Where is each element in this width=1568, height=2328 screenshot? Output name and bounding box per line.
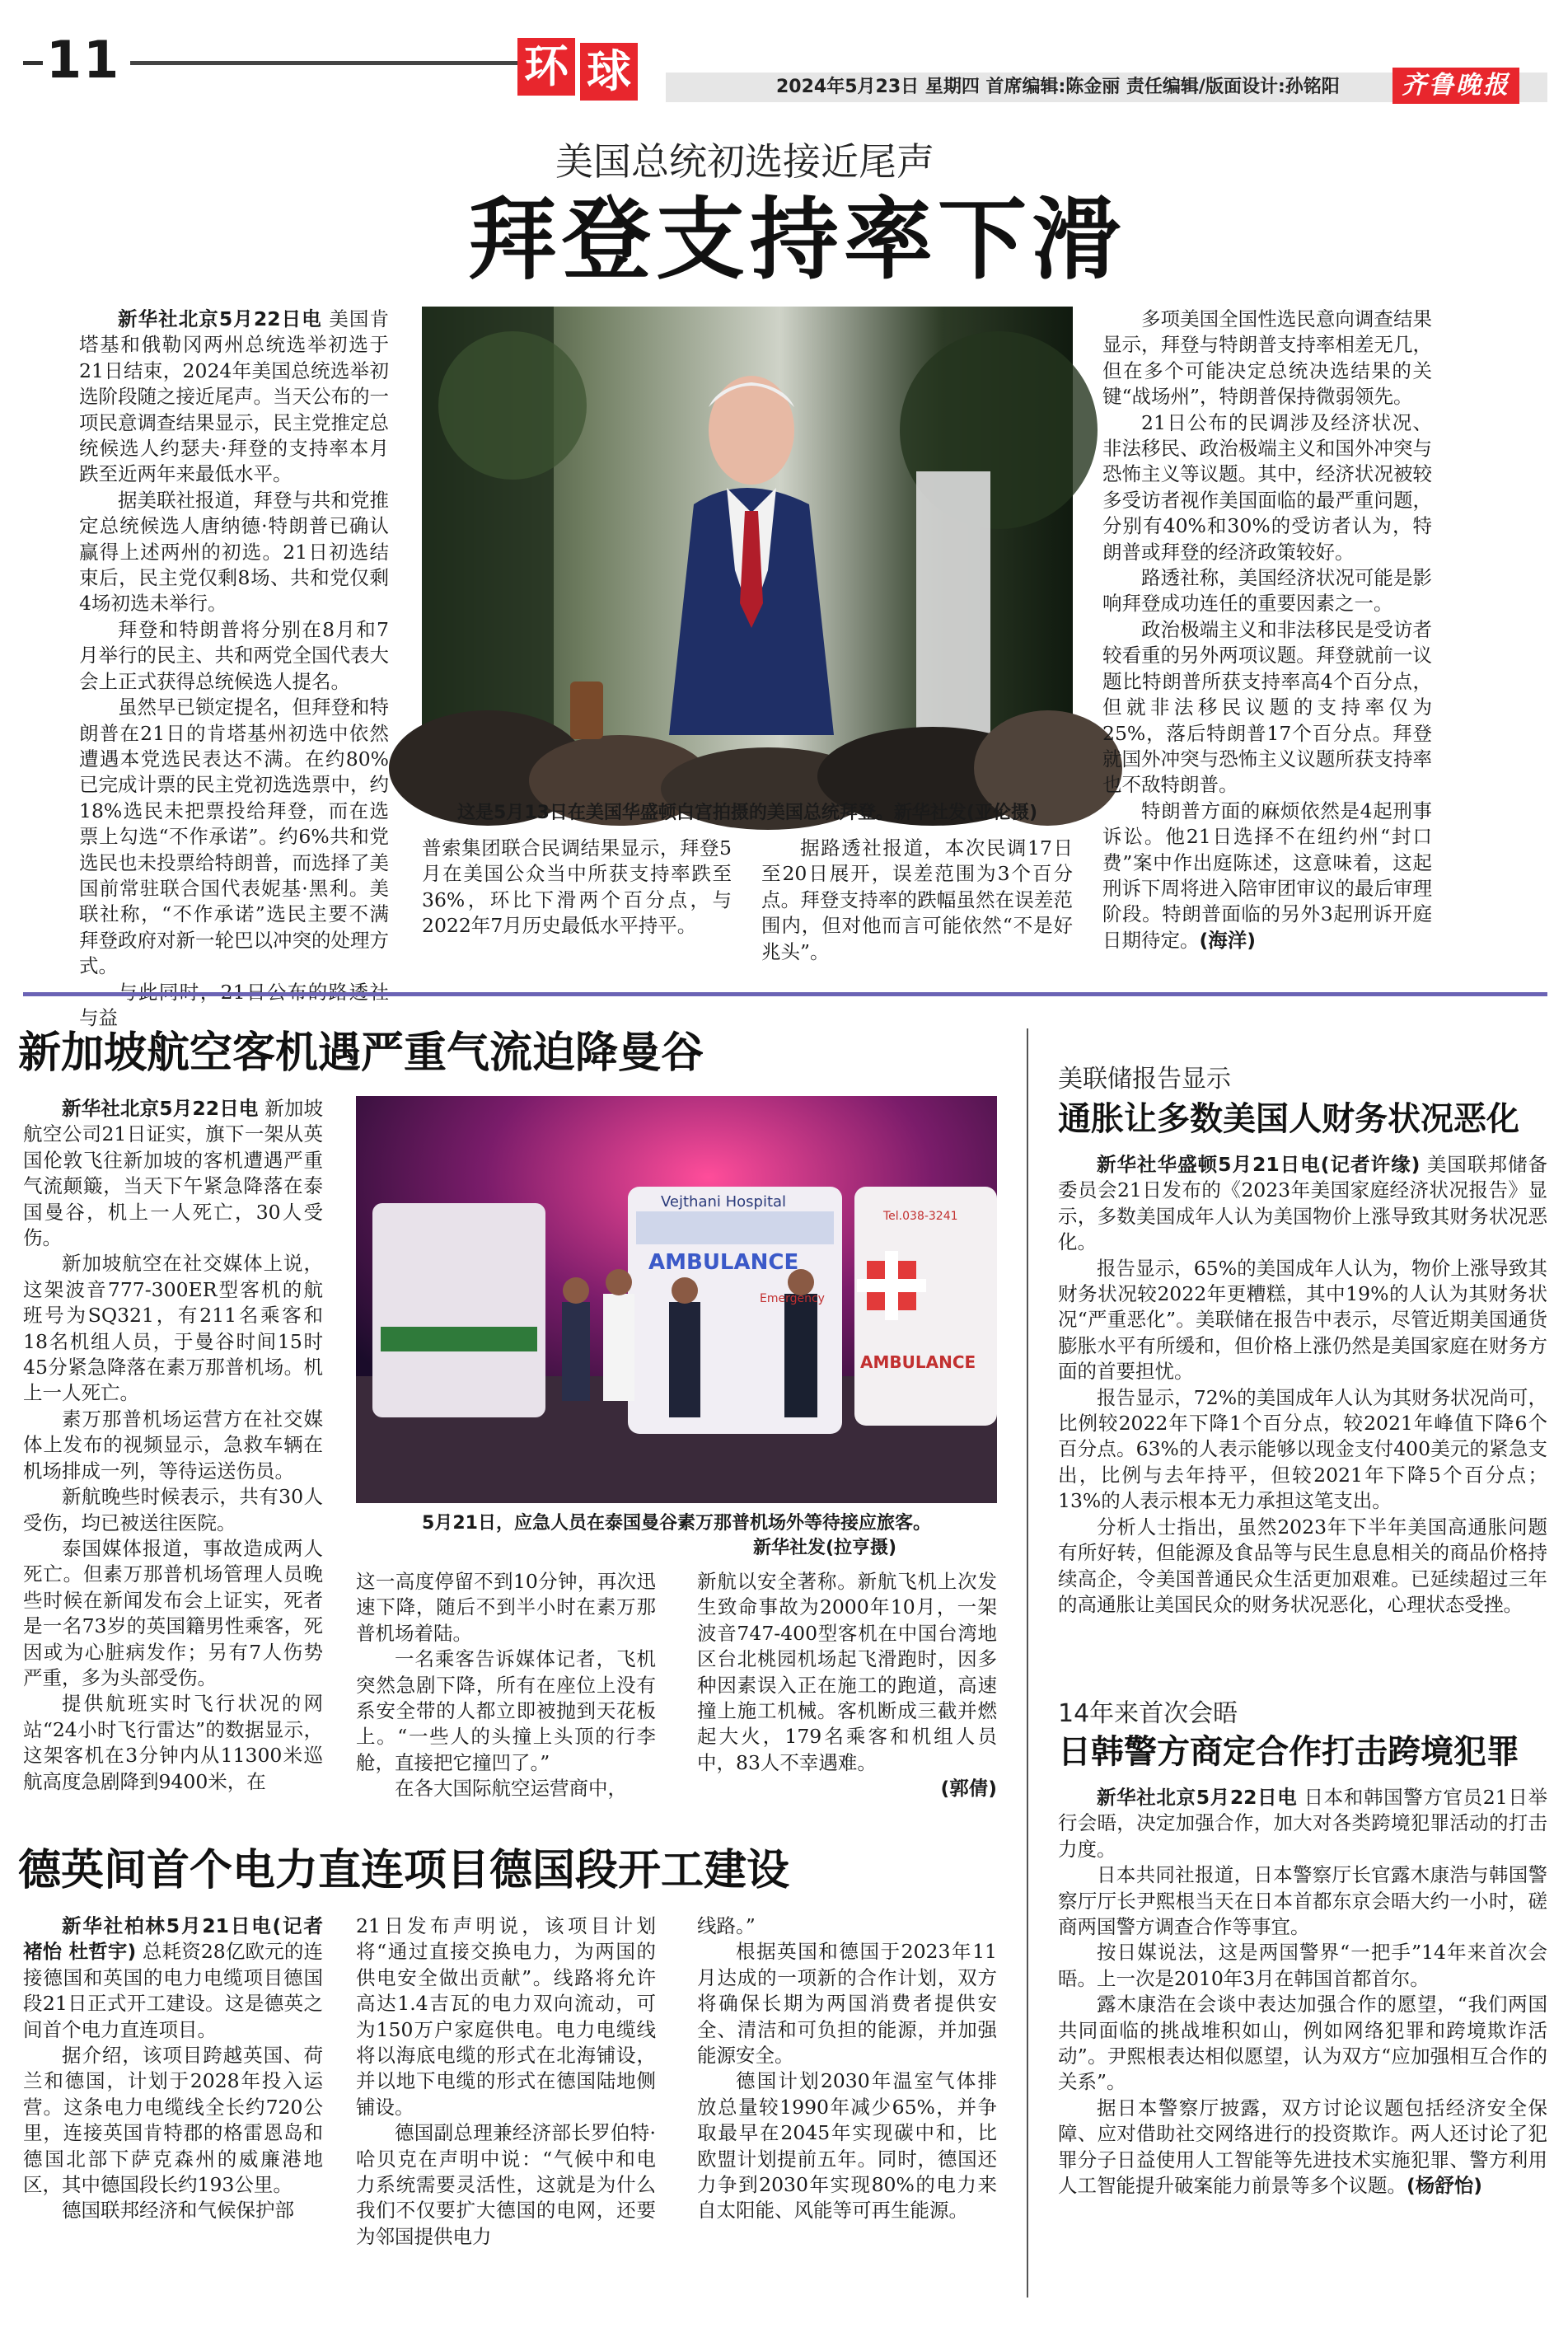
article4-title: 通胀让多数美国人财务状况恶化: [1058, 1100, 1519, 1138]
article4-dateline: 新华社华盛顿5月21日电(记者许缘): [1097, 1153, 1421, 1176]
article2-caption-line2: 新华社发(拉亨摄): [752, 1538, 897, 1558]
masthead-rule-left: [130, 61, 517, 65]
article1-p5-rest: 普索集团联合民调结果显示，拜登5月在美国公众当中所获支持率跌至36%，环比下滑两个百分点，与2022年7月历史最低水平持平。: [422, 836, 732, 938]
article1-col3: [761, 836, 1073, 963]
article1-p4: 虽然早已锁定提名，但拜登和特朗普在21日的肯塔基州初选中依然遭遇本党选民表达不满。在约80%已完成计票的民主党初选选票中，约18%选民未把票投给拜登，而在选票上勾选“不作承诺”。约6%共和党选民也未投票给特朗普，而选择了美国前常驻联合国代表妮基·黑利。美联社称，“不作承诺”选民主要不满拜登政府对新一轮巴以冲突的处理方式。: [79, 696, 389, 978]
article3-col3: [697, 1913, 997, 2301]
article1-p6: 据路透社报道，本次民调17日至20日展开，误差范围为3个百分点。拜登支持率的跌幅虽然在误差范围内，但对他而言可能依然“不是好兆头”。: [761, 836, 1073, 963]
article5-byline: (杨舒怡): [1407, 2174, 1482, 2198]
article1-p11: 特朗普方面的麻烦依然是4起刑事诉讼。他21日选择不在纽约州“封口费”案中作出庭陈述，这意味着，这起刑诉下周将进入陪审团审议的最后审理阶段。特朗普面临的另外3起刑诉开庭日期待定。: [1102, 799, 1432, 952]
article5-p2: 日本共同社报道，日本警察厅长官露木康浩与韩国警察厅厅长尹熙根当天在日本首都东京会晤大约一小时，磋商两国警方调查合作等事宜。: [1058, 1863, 1547, 1939]
photo-ambulance2-text: AMBULANCE: [860, 1352, 976, 1372]
section-char-2: 球: [580, 43, 638, 101]
article3-p3-start: 德国联邦经济和气候保护部: [62, 2199, 294, 2223]
article2-p3: 素万那普机场运营方在社交媒体上发布的视频显示，急救车辆在机场排成一列，等待运送伤员。: [23, 1407, 323, 1483]
ambulance-photo: [356, 1096, 997, 1503]
column-divider: [1027, 1028, 1028, 2298]
section-char-1: 环: [517, 38, 575, 96]
article2-col3: [697, 1569, 997, 1801]
article1-dateline: 新华社北京5月22日电: [118, 307, 322, 330]
biden-photo-art: [422, 307, 1073, 793]
paper-name: 齐鲁晚报: [1402, 71, 1510, 100]
article1-col1: 新华社北京5月22日电 美国肯塔基和俄勒冈两州总统选举初选于21日结束，2024年美国总统选举初选阶段随之接近尾声。当天公布的一项民意调查结果显示，民主党推定总统候选人约瑟夫·拜登的支持率本月跌至近两年来最低水平。 据美联社报道，拜登与共和党推定总统候选人唐纳德·特朗普已确认赢得上述两州的初选。21日初选结束后，民主党仅剩8场、共和党仅剩4场初选未举行。 拜登和特朗普将分别在8月和7月举行的民主、共和两党全国代表大会上正式获得总统候选人提名。 虽然早已锁定提名，但拜登和特朗普在21日的肯塔基州初选中依然遭遇本党选民表达不满。在约80%已完成计票的民主党初选选票中，约18%选民未把票投给拜登，而在选票上勾选“不作承诺”。约6%共和党选民也未投票给特朗普，而选择了美国前常驻联合国代表妮基·黑利。美联社称，“不作承诺”选民主要不满拜登政府对新一轮巴以冲突的处理方式。 与益: [79, 307, 389, 949]
article5-title: 日韩警方商定合作打击跨境犯罪: [1058, 1733, 1519, 1771]
article3-p4-rest: 线路。”: [697, 1914, 756, 1937]
article1-p8: 21日公布的民调涉及经济状况、非法移民、政治极端主义和国外冲突与恐怖主义等议题。其中，经济状况被较多受访者视作美国面临的最严重问题，分别有40%和30%的受访者认为，特朗普或拜登的经济政策较好。: [1102, 410, 1432, 564]
article1-p2: 据美联社报道，拜登与共和党推定总统候选人唐纳德·特朗普已确认赢得上述两州的初选。21日初选结束后，民主党仅剩8场、共和党仅剩4场初选未举行。: [79, 488, 389, 616]
article1-caption: 这是5月13日在美国华盛顿白宫拍摄的美国总统拜登。新华社发(亚伦摄): [456, 803, 1038, 823]
photo-hospital-text: Vejthani Hospital: [661, 1193, 787, 1211]
article5-p5: 据日本警察厅披露，双方讨论议题包括经济安全保障、应对借助社交网络进行的投资欺诈。两人还讨论了犯罪分子日益使用人工智能等先进技术实施犯罪、警方利用人工智能提升破案能力前景等多个议题。: [1058, 2096, 1547, 2198]
article3-p3-rest: 21日发布声明说，该项目计划将“通过直接交换电力，为两国的供电安全做出贡献”。线路将允许高达1.4吉瓦的电力双向流动，可为150万户家庭供电。电力电缆线将以海底电缆的形式在北海铺设，并以地下电缆的形式在德国陆地侧铺设。: [356, 1914, 656, 2119]
article2-p4: 新航晚些时候表示，共有30人受伤，均已被送往医院。: [23, 1485, 323, 1534]
article2-col2: [356, 1569, 656, 1801]
ambulance-photo-art: [356, 1096, 997, 1503]
paper-logo: [1392, 68, 1519, 104]
article2-p8-rest: 新航以安全著称。新航飞机上次发生致命事故为2000年10月，一架波音747-400型客机在中国台湾地区台北桃园机场起飞滑跑时，因多种因素误入正在施工的跑道，高速撞上施工机械。客机断成三截并燃起大火，179名乘客和机组人员中，83人不幸遇难。: [697, 1570, 997, 1774]
article1-col4: [1102, 307, 1432, 958]
article2-dateline: 新华社北京5月22日电: [62, 1097, 259, 1120]
biden-photo: [422, 307, 1073, 793]
article1-p3: 拜登和特朗普将分别在8月和7月举行的民主、共和两党全国代表大会上正式获得总统候选人提名。: [79, 617, 389, 693]
article3-dateline: 新华社柏林5月21日电(记者褚怡 杜哲宇): [23, 1914, 323, 1964]
article2-p7: 一名乘客告诉媒体记者，飞机突然急剧下降，所有在座位上没有系安全带的人都立即被抛到天花板上。“一些人的头撞上头顶的行李舱，直接把它撞凹了。”: [356, 1647, 656, 1774]
article1-kicker: 美国总统初选接近尾声: [555, 139, 934, 184]
article2-p6-rest: 这一高度停留不到10分钟，再次迅速下降，随后不到半小时在素万那普机场着陆。: [356, 1570, 656, 1645]
article5-dateline: 新华社北京5月22日电: [1097, 1786, 1298, 1809]
article2-caption: [356, 1511, 997, 1561]
page-number-dash: [23, 61, 43, 65]
article5-p4: 露木康浩在会谈中表达加强合作的愿望，“我们两国共同面临的挑战堆积如山，例如网络犯罪和跨境欺诈活动”。尹熙根表达相似愿望，认为双方“应加强相互合作的关系”。: [1058, 1993, 1547, 2094]
section-badge: [517, 33, 648, 101]
photo-ambulance-text: AMBULANCE: [648, 1250, 799, 1275]
article3-title: 德英间首个电力直连项目德国段开工建设: [18, 1846, 790, 1895]
article1-col2: [422, 836, 732, 951]
article4-col: 新华社华盛顿5月21日电(记者许缘) 美国联邦储备委员会21日发布的《2023年美国家庭经济状况报告》显示，多数美国成年人认为美国物价上涨导致其财务状况恶化。 报告显示，65%的美国成年人认为，物价上涨导致其财务状况较2022年更糟糕，其中19%的人认为其财务状况“严重恶化”。美联储在报告中表示，尽管近期美国通货膨胀水平有所缓和，但价格上涨仍然是美国家庭在财务方面的首要担忧。 报告显示，72%的美国成年人认为其财务状况尚可，比例较2022年下降1个百分点，较2021年峰值下降6个百分点。63%的人表示能够以现金支付400美元的紧急支出，比例与去年持平，但较2021年下降5个百分点；13%的人表示根本无力承担这笔支出。 分析人士指出，虽然2023年下半年美国高通胀问题有所好转，但能源及食品等与民生息息相关的商品价格持续高企，令美国普通民众生活更加艰难。已延续超过三年的高通胀让美国民众的财务状况恶化，心理状态受挫。: [1058, 1152, 1547, 1663]
article3-p6: 德国计划2030年温室气体排放总量较1990年减少65%，并争取最早在2045年实现碳中和，比欧盟计划提前五年。同时，德国还力争到2030年实现80%的电力来自太阳能、风能等可再生能源。: [697, 2069, 997, 2223]
article4-p2: 报告显示，65%的美国成年人认为，物价上涨导致其财务状况较2022年更糟糕，其中19%的人认为其财务状况“严重恶化”。美联储在报告中表示，尽管近期美国通货膨胀水平有所缓和，但价格上涨仍然是美国家庭在财务方面的首要担忧。: [1058, 1256, 1547, 1384]
article2-byline: (郭倩): [940, 1777, 997, 1801]
article2-caption-line1: 5月21日，应急人员在泰国曼谷素万那普机场外等待接应旅客。: [422, 1513, 931, 1534]
photo-phone-text: Tel.038-3241: [883, 1210, 958, 1223]
photo-emergency-text: Emergency: [760, 1292, 825, 1305]
article4-p3: 报告显示，72%的美国成年人认为其财务状况尚可，比例较2022年下降1个百分点，较2021年峰值下降6个百分点。63%的人表示能够以现金支付400美元的紧急支出，比例与去年持平，但较2021年下降5个百分点；13%的人表示根本无力承担这笔支出。: [1058, 1385, 1547, 1513]
article2-col1: 新华社北京5月22日电 新加坡航空公司21日证实，旗下一架从英国伦敦飞往新加坡的客机遭遇严重气流颠簸，当天下午紧急降落在泰国曼谷，机上一人死亡，30人受伤。 新加坡航空在社交媒体上说，这架波音777-300ER型客机的航班号为SQ321，有211名乘客和18名机组人员，于曼谷时间15时45分紧急降落在素万那普机场。机上一人死亡。 素万那普机场运营方在社交媒体上发布的视频显示，急救车辆在机场排成一列，等待运送伤员。 新航晚些时候表示，共有30人受伤，均已被送往医院。 泰国媒体报道，事故造成两人死亡。但素万那普机场管理人员晚些时候在新闻发布会上证实，死者是一名73岁的英国籍男性乘客，死因或为心脏病发作；另有7人伤势严重，多为头部受伤。 提供航班实时飞行状况的网站“24小时飞行雷达”的数据显示，这架客机在3分钟内从11300米巡航高度急剧降到9400米，在: [23, 1096, 323, 1780]
article4-kicker: 美联储报告显示: [1058, 1065, 1231, 1094]
section-divider: [23, 992, 1547, 996]
article1-p9: 路透社称，美国经济状况可能是影响拜登成功连任的重要因素之一。: [1102, 566, 1432, 616]
article5-col: 新华社北京5月22日电 日本和韩国警方官员21日举行会晤，决定加强合作，加大对各类跨境犯罪活动的打击力度。 日本共同社报道，日本警察厅长官露木康浩与韩国警察厅厅长尹熙根当天在日本首都东京会晤大约一小时，磋商两国警方调查合作等事宜。 按日媒说法，这是两国警界“一把手”14年来首次会晤。上一次是2010年3月在韩国首都首尔。 露木康浩在会谈中表达加强合作的愿望，“我们两国共同面临的挑战堆积如山，例如网络犯罪和跨境欺诈活动”。尹熙根表达相似愿望，认为双方“应加强相互合作的关系”。 据日本警察厅披露，双方讨论议题包括经济安全保障、应对借助社交网络进行的投资欺诈。两人还讨论了犯罪分子日益使用人工智能等先进技术实施犯罪、警方利用人工智能提升破案能力前景等多个议题。(杨舒怡): [1058, 1786, 1547, 2198]
date-line: 2024年5月23日 星期四 首席编辑:陈金丽 责任编辑/版面设计:孙铭阳: [776, 77, 1340, 97]
article1-p7: 多项美国全国性选民意向调查结果显示，拜登与特朗普支持率相差无几，但在多个可能决定总统决选结果的关键“战场州”，特朗普保持微弱领先。: [1102, 307, 1432, 409]
article3-p2: 据介绍，该项目跨越英国、荷兰和德国，计划于2028年投入运营。这条电力电缆线全长约720公里，连接英国肯特郡的格雷恩岛和德国北部下萨克森州的威廉港地区，其中德国段长约193公里。: [23, 2044, 323, 2197]
page-number: 11: [23, 31, 120, 89]
article5-p3: 按日媒说法，这是两国警界“一把手”14年来首次会晤。上一次是2010年3月在韩国首都首尔。: [1058, 1941, 1547, 1990]
article1-p10: 政治极端主义和非法移民是受访者较看重的另外两项议题。拜登就前一议题比特朗普所获支持率高4个百分点，但就非法移民议题的支持率仅为25%，落后特朗普17个百分点。拜登就国外冲突与恐怖主义议题所获支持率也不敌特朗普。: [1102, 617, 1432, 797]
article3-p4-start: 德国副总理兼经济部长罗伯特·哈贝克在声明中说：“气候中和电力系统需要灵活性，这就是为什么我们不仅要扩大德国的电网，还要为邻国提供电力: [356, 2121, 656, 2248]
article2-title: 新加坡航空客机遇严重气流迫降曼谷: [18, 1028, 704, 1078]
article2-p2: 新加坡航空在社交媒体上说，这架波音777-300ER型客机的航班号为SQ321，有211名乘客和18名机组人员，于曼谷时间15时45分紧急降落在素万那普机场。机上一人死亡。: [23, 1252, 323, 1405]
article1-p5-start: 与益: [79, 1005, 118, 1029]
article3-p5: 根据英国和德国于2023年11月达成的一项新的合作计划，双方将确保长期为两国消费者提供安全、清洁和可负担的能源，并加强能源安全。: [697, 1940, 997, 2068]
article1-title: 拜登支持率下滑: [468, 189, 1126, 292]
article1-byline: (海洋): [1199, 928, 1256, 952]
article5-kicker: 14年来首次会晤: [1058, 1699, 1238, 1728]
article3-col2: [356, 1913, 656, 2301]
article3-col1: 新华社柏林5月21日电(记者褚怡 杜哲宇) 总耗资28亿欧元的连接德国和英国的电力电缆项目德国段21日正式开工建设。这是德英之间首个电力直连项目。 据介绍，该项目跨越英国、荷兰和德国，计划于2028年投入运营。这条电力电缆线全长约720公里，连接英国肯特郡的格雷恩岛和德国北部下萨克森州的威廉港地区，其中德国段长约193公里。 德国联邦经济和气候保护部: [23, 1913, 323, 2301]
article2-p8-start: 在各大国际航空运营商中，: [395, 1777, 627, 1801]
article2-p5: 泰国媒体报道，事故造成两人死亡。但素万那普机场管理人员晚些时候在新闻发布会上证实，死者是一名73岁的英国籍男性乘客，死因或为心脏病发作；另有7人伤势严重，多为头部受伤。: [23, 1536, 323, 1689]
article4-p4: 分析人士指出，虽然2023年下半年美国高通胀问题有所好转，但能源及食品等与民生息息相关的商品价格持续高企，令美国普通民众生活更加艰难。已延续超过三年的高通胀让美国民众的财务状况恶化，心理状态受挫。: [1058, 1515, 1547, 1616]
article2-p6-start: 提供航班实时飞行状况的网站“24小时飞行雷达”的数据显示，这架客机在3分钟内从11300米巡航高度急剧降到9400米，在: [23, 1692, 323, 1793]
